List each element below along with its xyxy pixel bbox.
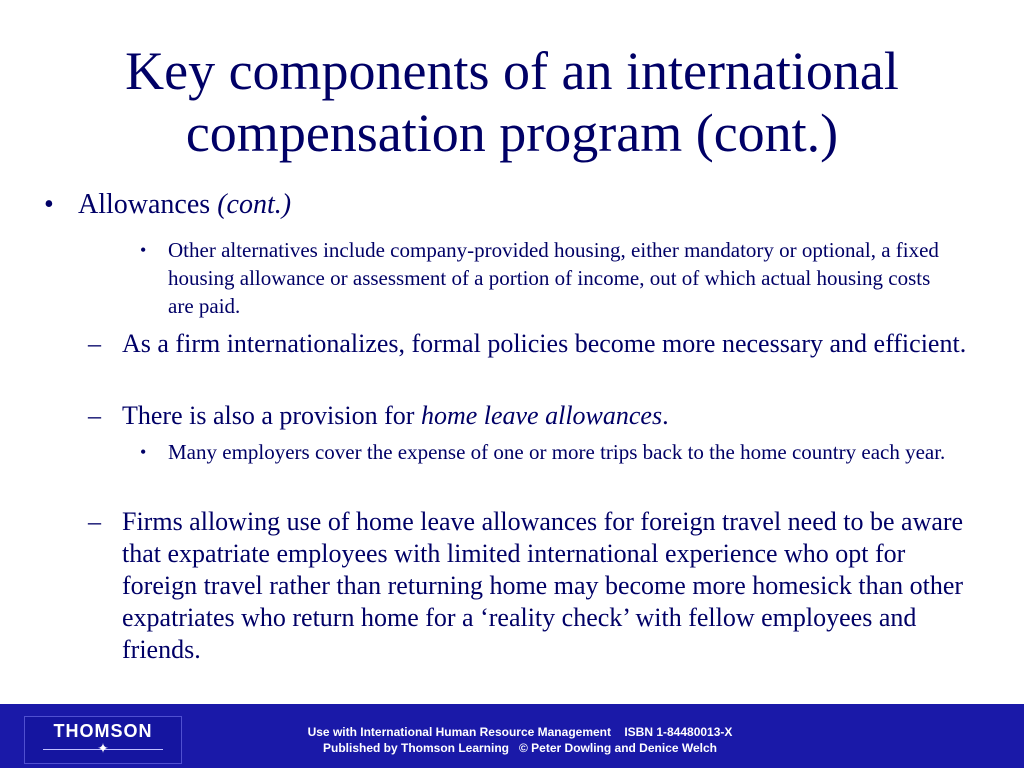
slide-footer <box>0 704 1024 768</box>
bullet-text-main: Allowances <box>78 189 218 220</box>
slide-title-line-2: compensation program (cont.) <box>185 103 839 163</box>
footer-line-1: Use with International Human Resource Management ISBN 1-84480013-X <box>307 725 733 739</box>
footer-credits <box>250 724 790 756</box>
sub-bullet-marker: • <box>140 240 147 260</box>
slide-title-line-1: Key components of an international <box>125 41 899 101</box>
bullet-text <box>78 188 291 222</box>
thomson-logo <box>24 716 182 764</box>
logo-text: THOMSON <box>53 721 153 741</box>
sub-bullet-text: Other alternatives include company-provided housing, either mandatory or optional, a fixed housing allowance or assessment of a portion of income, out of which actual housing costs are paid. <box>168 238 939 318</box>
dash-text: Firms allowing use of home leave allowances for foreign travel need to be aware that expatriate employees with limited international experience who opt for foreign travel rather than returning home may become more homesick than other expatriates who return home for a ‘reality check’ with fellow employees and friends. <box>122 507 964 664</box>
dash-marker: – <box>88 507 101 536</box>
dash-text-italic: home leave allowances <box>420 401 663 430</box>
bullet-text-italic: (cont.) <box>217 189 292 220</box>
slide-title <box>40 40 984 164</box>
dash-text <box>122 400 978 432</box>
bullet-marker: • <box>44 189 54 220</box>
dash-text: As a firm internationalizes, formal policies become more necessary and efficient. <box>122 329 967 358</box>
sub-bullet-marker: • <box>140 442 147 462</box>
dash-text-main: There is also a provision for <box>122 401 421 430</box>
sub-bullet-text: Many employers cover the expense of one or more trips back to the home country each year. <box>168 440 946 464</box>
dash-marker: – <box>88 329 101 358</box>
footer-line-2: Published by Thomson Learning © Peter Dowling and Denice Welch <box>322 741 717 755</box>
dash-marker: – <box>88 401 101 430</box>
dash-text-suffix: . <box>662 401 669 430</box>
star-icon: ✦ <box>97 741 109 757</box>
